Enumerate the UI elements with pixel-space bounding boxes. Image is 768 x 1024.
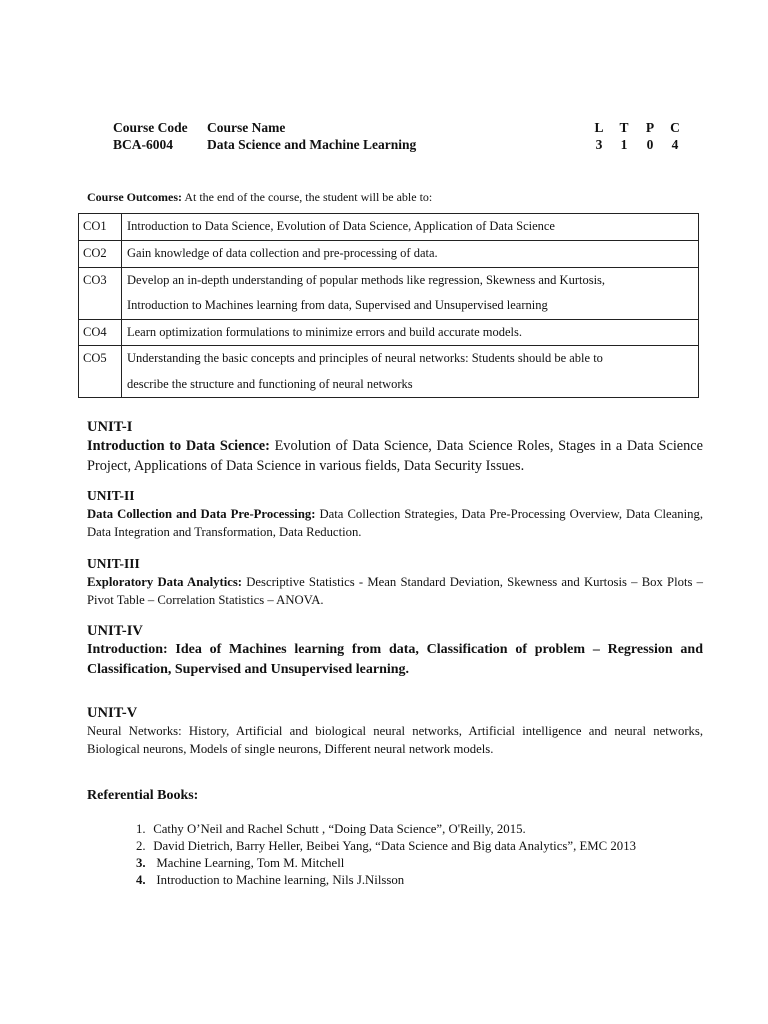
course-outcomes-text: At the end of the course, the student will be able to: [181, 190, 433, 204]
table-row [79, 267, 699, 319]
references-list [136, 821, 636, 889]
unit-1-content [87, 436, 703, 476]
unit-3-heading: Exploratory Data Analytics: [87, 575, 243, 589]
references-title: Referential Books: [87, 788, 199, 803]
outcome-code: CO1 [79, 214, 122, 241]
course-outcomes-label: Course Outcomes: [87, 190, 182, 204]
outcome-code: CO4 [79, 319, 122, 346]
course-code-label: Course Code [113, 120, 188, 135]
list-item: 3. Machine Learning, Tom M. Mitchell [136, 856, 345, 870]
unit-1-title: UNIT-I [87, 419, 133, 435]
course-outcomes-intro [87, 190, 432, 205]
ltpc-label-p: P [645, 120, 655, 135]
ltpc-value-t: 1 [620, 137, 628, 152]
outcome-description: Gain knowledge of data collection and pre-processing of data. [122, 241, 699, 268]
table-row [79, 241, 699, 268]
ltpc-label-t: T [619, 120, 629, 135]
table-row [79, 346, 699, 398]
ltpc-value-l: 3 [595, 137, 603, 152]
ltpc-label-c: C [670, 120, 680, 135]
unit-5-title: UNIT-V [87, 705, 138, 721]
unit-2-text: Data Collection Strategies, Data Pre-Processing Overview, Data Cleaning, Data Integration and Transformation, Data Reduction. [87, 507, 703, 539]
unit-3-content [87, 573, 703, 609]
unit-1-heading: Introduction to Data Science: [87, 438, 270, 454]
course-name-value: Data Science and Machine Learning [207, 137, 417, 152]
ltpc-value-p: 0 [646, 137, 654, 152]
unit-1-text: Evolution of Data Science, Data Science Roles, Stages in a Data Science Project, Applications of Data Science in various fields, Data Security Issues. [87, 438, 703, 474]
unit-4-title: UNIT-IV [87, 623, 143, 639]
outcome-code: CO3 [79, 267, 122, 319]
outcome-description: Introduction to Data Science, Evolution of Data Science, Application of Data Science [122, 214, 699, 241]
unit-3-title: UNIT-III [87, 556, 140, 571]
unit-2-heading: Data Collection and Data Pre-Processing: [87, 507, 316, 521]
unit-3-text: Descriptive Statistics - Mean Standard Deviation, Skewness and Kurtosis – Box Plots – Pivot Table – Correlation Statistics – ANOVA. [87, 575, 703, 607]
list-item: 1. Cathy O’Neil and Rachel Schutt , “Doing Data Science”, O'Reilly, 2015. [136, 822, 526, 836]
unit-2-title: UNIT-II [87, 488, 135, 503]
outcome-description: Develop an in-depth understanding of popular methods like regression, Skewness and Kurtosis, Introduction to Machines learning from data, Supervised and Unsupervised learning [122, 267, 699, 319]
list-item: 2. David Dietrich, Barry Heller, Beibei Yang, “Data Science and Big data Analytics”, EMC 2013 [136, 839, 637, 853]
outcome-description: Understanding the basic concepts and principles of neural networks: Students should be able to describe the structure and functioning of neural networks [122, 346, 699, 398]
course-code-value: BCA-6004 [113, 137, 173, 152]
unit-5-text: Neural Networks: History, Artificial and biological neural networks, Artificial intelligence and neural networks, Biological neurons, Models of single neurons, Different neural network models. [87, 724, 703, 756]
unit-4-heading: Introduction: Idea of Machines learning from data, Classification of problem – Regression and Classification, Supervised and Unsupervised learning. [87, 642, 703, 677]
unit-4-content [87, 640, 703, 680]
outcome-description: Learn optimization formulations to minimize errors and build accurate models. [122, 319, 699, 346]
ltpc-value-c: 4 [671, 137, 679, 152]
list-item: 4. Introduction to Machine learning, Nils J.Nilsson [136, 873, 405, 887]
course-name-label: Course Name [207, 120, 286, 135]
table-row [79, 319, 699, 346]
course-outcomes-table [78, 213, 699, 398]
ltpc-label-l: L [594, 120, 604, 135]
unit-5-content [87, 722, 703, 758]
outcome-code: CO5 [79, 346, 122, 398]
unit-2-content [87, 505, 703, 541]
table-row [79, 214, 699, 241]
outcome-code: CO2 [79, 241, 122, 268]
